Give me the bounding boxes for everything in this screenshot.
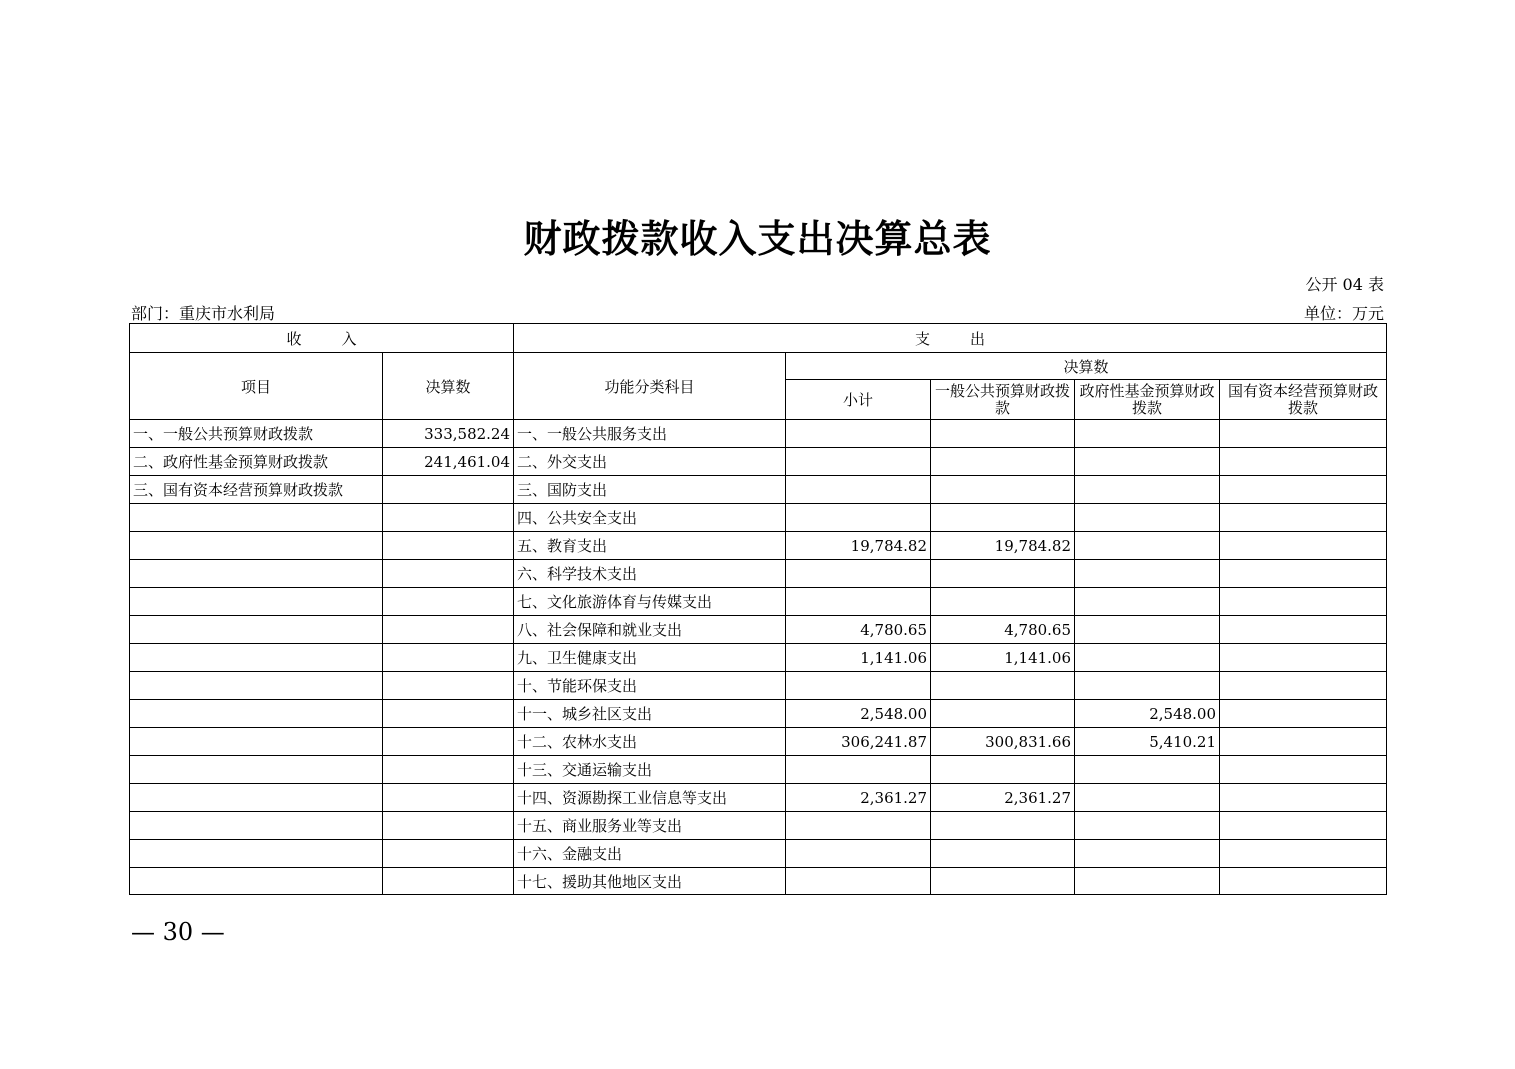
- table-row: [130, 672, 1387, 700]
- state-capital-cell: [1220, 420, 1387, 448]
- state-capital-cell: [1220, 532, 1387, 560]
- expense-item-cell: 六、科学技术支出: [514, 560, 786, 588]
- income-value-cell: [383, 504, 514, 532]
- subtotal-cell: [786, 868, 931, 895]
- general-budget-cell: 2,361.27: [931, 784, 1075, 812]
- expense-header: 支出: [514, 324, 1387, 353]
- general-budget-cell: 4,780.65: [931, 616, 1075, 644]
- table-row: [130, 504, 1387, 532]
- income-item-cell: [130, 728, 383, 756]
- income-item-cell: [130, 700, 383, 728]
- gov-fund-cell: 2,548.00: [1075, 700, 1220, 728]
- income-item-cell: [130, 812, 383, 840]
- subtotal-cell: 4,780.65: [786, 616, 931, 644]
- gov-fund-cell: 5,410.21: [1075, 728, 1220, 756]
- subtotal-cell: [786, 672, 931, 700]
- income-item-cell: [130, 588, 383, 616]
- expense-item-cell: 十五、商业服务业等支出: [514, 812, 786, 840]
- table-row: [130, 448, 1387, 476]
- expense-item-cell: 十六、金融支出: [514, 840, 786, 868]
- state-capital-cell: [1220, 560, 1387, 588]
- gov-fund-cell: [1075, 588, 1220, 616]
- table-row: [130, 588, 1387, 616]
- expense-item-cell: 三、国防支出: [514, 476, 786, 504]
- income-item-cell: [130, 560, 383, 588]
- gov-fund-cell: [1075, 504, 1220, 532]
- state-capital-cell: [1220, 476, 1387, 504]
- subtotal-cell: 306,241.87: [786, 728, 931, 756]
- department-label: 部门：重庆市水利局: [131, 304, 276, 323]
- subtotal-header: 小计: [786, 380, 931, 420]
- gov-fund-cell: [1075, 560, 1220, 588]
- expense-item-cell: 十七、援助其他地区支出: [514, 868, 786, 895]
- gov-fund-cell: [1075, 448, 1220, 476]
- subtotal-cell: 2,361.27: [786, 784, 931, 812]
- subtotal-cell: [786, 840, 931, 868]
- table-row: [130, 728, 1387, 756]
- budget-table: [129, 323, 1387, 895]
- general-budget-cell: [931, 448, 1075, 476]
- expense-item-cell: 十四、资源勘探工业信息等支出: [514, 784, 786, 812]
- income-item-cell: [130, 644, 383, 672]
- general-budget-cell: [931, 700, 1075, 728]
- gov-fund-cell: [1075, 644, 1220, 672]
- income-value-cell: [383, 728, 514, 756]
- gov-fund-cell: [1075, 616, 1220, 644]
- income-value-cell: [383, 756, 514, 784]
- subtotal-cell: 1,141.06: [786, 644, 931, 672]
- table-row: [130, 532, 1387, 560]
- income-header: 收入: [130, 324, 514, 353]
- general-budget-cell: [931, 560, 1075, 588]
- expense-item-cell: 十三、交通运输支出: [514, 756, 786, 784]
- income-value-cell: [383, 476, 514, 504]
- table-row: [130, 700, 1387, 728]
- state-capital-cell: [1220, 644, 1387, 672]
- table-row: [130, 476, 1387, 504]
- income-item-cell: [130, 532, 383, 560]
- income-value-cell: [383, 560, 514, 588]
- state-capital-cell: [1220, 672, 1387, 700]
- table-row: [130, 616, 1387, 644]
- income-value-cell: [383, 616, 514, 644]
- income-value-cell: [383, 840, 514, 868]
- gov-fund-cell: [1075, 784, 1220, 812]
- general-budget-cell: [931, 504, 1075, 532]
- expense-item-cell: 七、文化旅游体育与传媒支出: [514, 588, 786, 616]
- expense-item-cell: 八、社会保障和就业支出: [514, 616, 786, 644]
- gov-fund-cell: [1075, 672, 1220, 700]
- gov-fund-cell: [1075, 476, 1220, 504]
- state-capital-cell: [1220, 700, 1387, 728]
- income-item-cell: [130, 784, 383, 812]
- income-value-cell: 333,582.24: [383, 420, 514, 448]
- income-item-cell: [130, 616, 383, 644]
- table-row: [130, 784, 1387, 812]
- expense-item-cell: 二、外交支出: [514, 448, 786, 476]
- subtotal-cell: [786, 588, 931, 616]
- expense-item-cell: 五、教育支出: [514, 532, 786, 560]
- general-budget-cell: [931, 672, 1075, 700]
- state-capital-cell: [1220, 728, 1387, 756]
- expense-item-cell: 十一、城乡社区支出: [514, 700, 786, 728]
- general-budget-cell: [931, 588, 1075, 616]
- state-capital-cell: [1220, 784, 1387, 812]
- state-capital-cell: [1220, 812, 1387, 840]
- income-value-cell: [383, 812, 514, 840]
- gov-fund-cell: [1075, 812, 1220, 840]
- income-value-cell: [383, 644, 514, 672]
- general-budget-header: 一般公共预算财政拨款: [931, 380, 1075, 420]
- state-capital-cell: [1220, 840, 1387, 868]
- income-item-cell: 一、一般公共预算财政拨款: [130, 420, 383, 448]
- expense-item-cell: 十二、农林水支出: [514, 728, 786, 756]
- table-row: [130, 756, 1387, 784]
- subtotal-cell: [786, 448, 931, 476]
- income-item-cell: 二、政府性基金预算财政拨款: [130, 448, 383, 476]
- table-row: [130, 840, 1387, 868]
- unit-label: 单位：万元: [1303, 304, 1384, 323]
- subtotal-cell: [786, 812, 931, 840]
- page-number: — 30 —: [131, 918, 225, 946]
- income-item-cell: [130, 672, 383, 700]
- expense-item-cell: 一、一般公共服务支出: [514, 420, 786, 448]
- gov-fund-cell: [1075, 420, 1220, 448]
- table-row: [130, 812, 1387, 840]
- income-item-cell: [130, 504, 383, 532]
- subtotal-cell: [786, 756, 931, 784]
- gov-fund-cell: [1075, 532, 1220, 560]
- gov-fund-cell: [1075, 756, 1220, 784]
- general-budget-cell: [931, 868, 1075, 895]
- income-item-cell: [130, 868, 383, 895]
- subtotal-cell: [786, 504, 931, 532]
- subtotal-cell: 2,548.00: [786, 700, 931, 728]
- income-value-cell: [383, 672, 514, 700]
- general-budget-cell: 1,141.06: [931, 644, 1075, 672]
- table-row: [130, 868, 1387, 895]
- subtotal-cell: [786, 560, 931, 588]
- general-budget-cell: [931, 420, 1075, 448]
- state-capital-cell: [1220, 756, 1387, 784]
- income-value-cell: [383, 784, 514, 812]
- subtotal-cell: 19,784.82: [786, 532, 931, 560]
- subtotal-cell: [786, 476, 931, 504]
- state-capital-cell: [1220, 448, 1387, 476]
- func-class-header: 功能分类科目: [514, 353, 786, 420]
- income-item-cell: 三、国有资本经营预算财政拨款: [130, 476, 383, 504]
- form-number: 公开 04 表: [1305, 275, 1384, 294]
- expense-item-cell: 十、节能环保支出: [514, 672, 786, 700]
- table-row: [130, 420, 1387, 448]
- state-capital-cell: [1220, 588, 1387, 616]
- gov-fund-cell: [1075, 840, 1220, 868]
- subtotal-cell: [786, 420, 931, 448]
- income-value-cell: [383, 700, 514, 728]
- state-capital-cell: [1220, 504, 1387, 532]
- gov-fund-cell: [1075, 868, 1220, 895]
- general-budget-cell: 300,831.66: [931, 728, 1075, 756]
- general-budget-cell: [931, 476, 1075, 504]
- expense-item-cell: 四、公共安全支出: [514, 504, 786, 532]
- state-capital-cell: [1220, 616, 1387, 644]
- gov-fund-header: 政府性基金预算财政拨款: [1075, 380, 1220, 420]
- page-title: 财政拨款收入支出决算总表: [523, 217, 992, 261]
- actual-group-header: 决算数: [786, 353, 1387, 380]
- income-value-cell: [383, 532, 514, 560]
- income-value-cell: 241,461.04: [383, 448, 514, 476]
- general-budget-cell: [931, 812, 1075, 840]
- income-item-cell: [130, 840, 383, 868]
- state-capital-header: 国有资本经营预算财政拨款: [1220, 380, 1387, 420]
- general-budget-cell: [931, 756, 1075, 784]
- item-header: 项目: [130, 353, 383, 420]
- income-item-cell: [130, 756, 383, 784]
- income-value-cell: [383, 868, 514, 895]
- table-row: [130, 560, 1387, 588]
- general-budget-cell: 19,784.82: [931, 532, 1075, 560]
- expense-item-cell: 九、卫生健康支出: [514, 644, 786, 672]
- income-value-cell: [383, 588, 514, 616]
- general-budget-cell: [931, 840, 1075, 868]
- state-capital-cell: [1220, 868, 1387, 895]
- actual-header: 决算数: [383, 353, 514, 420]
- table-row: [130, 644, 1387, 672]
